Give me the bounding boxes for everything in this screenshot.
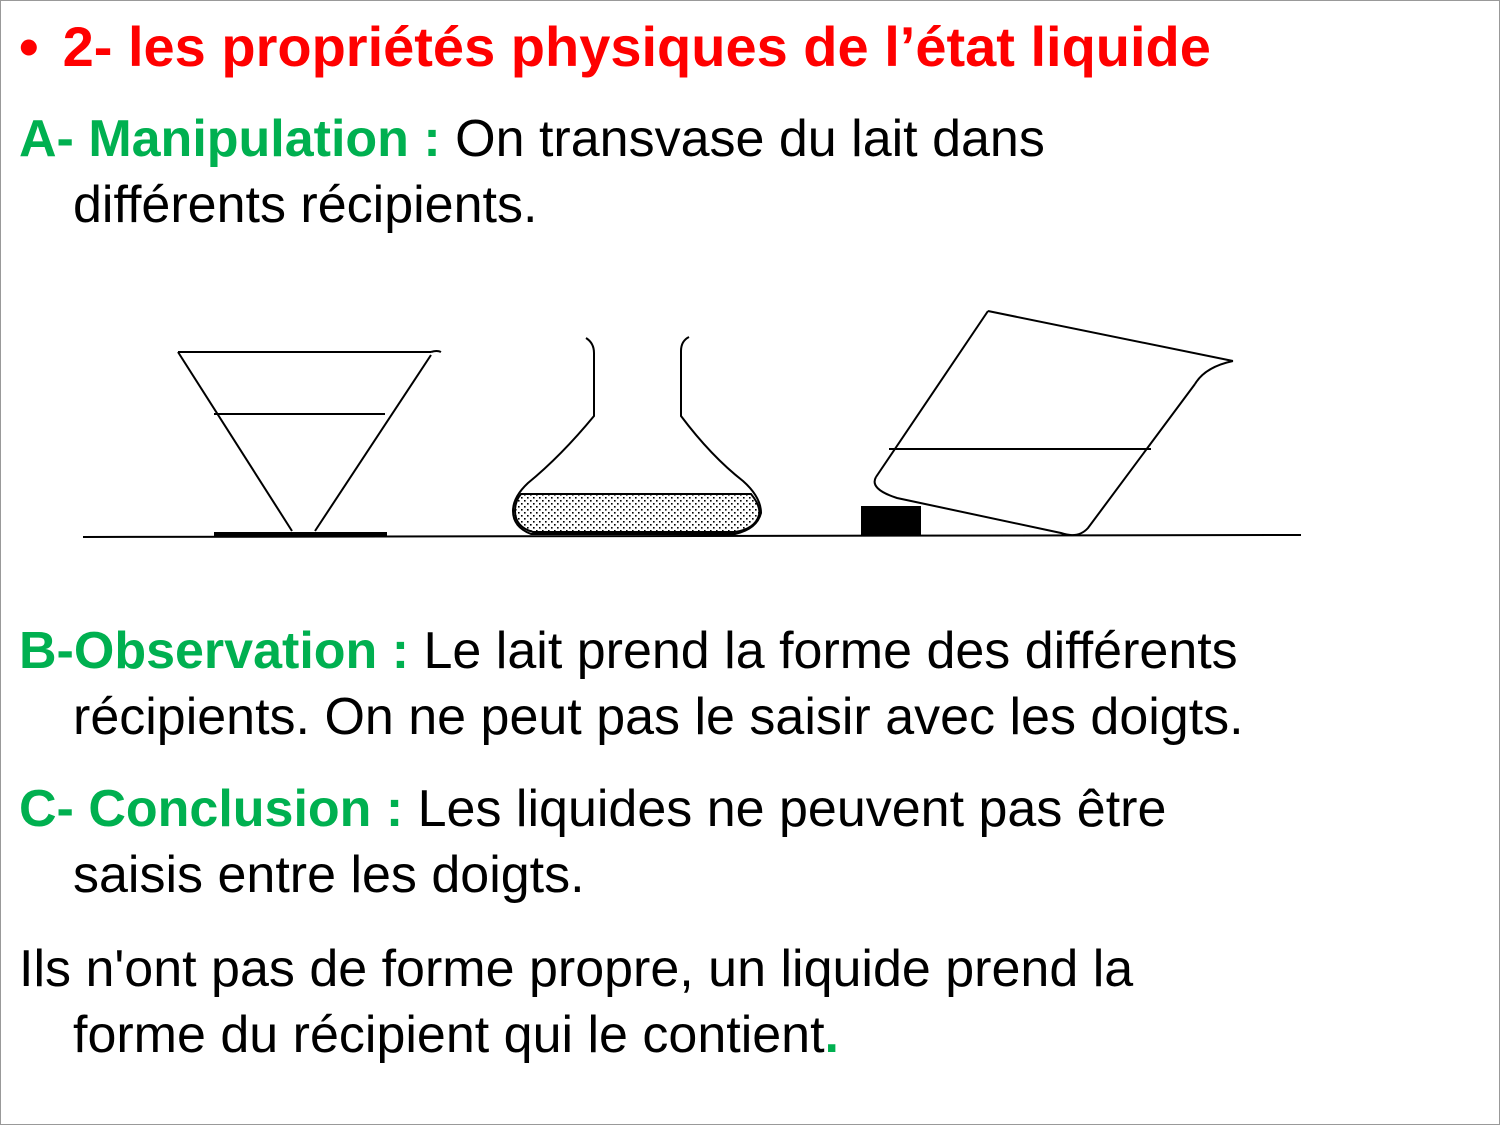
support-block: [861, 506, 921, 536]
slide-title: [19, 15, 1211, 79]
observation-paragraph: [19, 618, 1459, 750]
end-period: .: [824, 1006, 839, 1064]
containers-illustration: [1, 291, 1500, 551]
bullet-icon: •: [19, 15, 39, 78]
manipulation-text-line1: On transvase du lait dans: [440, 110, 1045, 168]
conical-glass-icon: [178, 351, 441, 531]
glass-base: [214, 532, 387, 537]
conclusion-text-line1: Les liquides ne peuvent pas être: [403, 780, 1167, 838]
observation-label: B-Observation :: [19, 622, 410, 680]
extra-text-line1: Ils n'ont pas de forme propre, un liquide prend la: [19, 940, 1134, 998]
conclusion-paragraph: [19, 776, 1459, 908]
observation-text-line2: récipients. On ne peut pas le saisir avec les doigts.: [73, 688, 1244, 746]
conclusion-label: C- Conclusion :: [19, 780, 404, 838]
manipulation-text-line2: différents récipients.: [73, 176, 538, 234]
flask-liquid: [515, 494, 759, 532]
manipulation-label: A- Manipulation :: [19, 110, 441, 168]
observation-text-line1: Le lait prend la forme des différents: [409, 622, 1238, 680]
slide-title-text: 2- les propriétés physiques de l’état liquide: [62, 15, 1211, 78]
tilted-beaker-icon: [875, 311, 1233, 535]
extra-text-line2: forme du récipient qui le contient: [73, 1006, 825, 1064]
conclusion-text-line2: saisis entre les doigts.: [73, 846, 585, 904]
extra-paragraph: [19, 936, 1459, 1068]
manipulation-paragraph: [19, 106, 1459, 236]
